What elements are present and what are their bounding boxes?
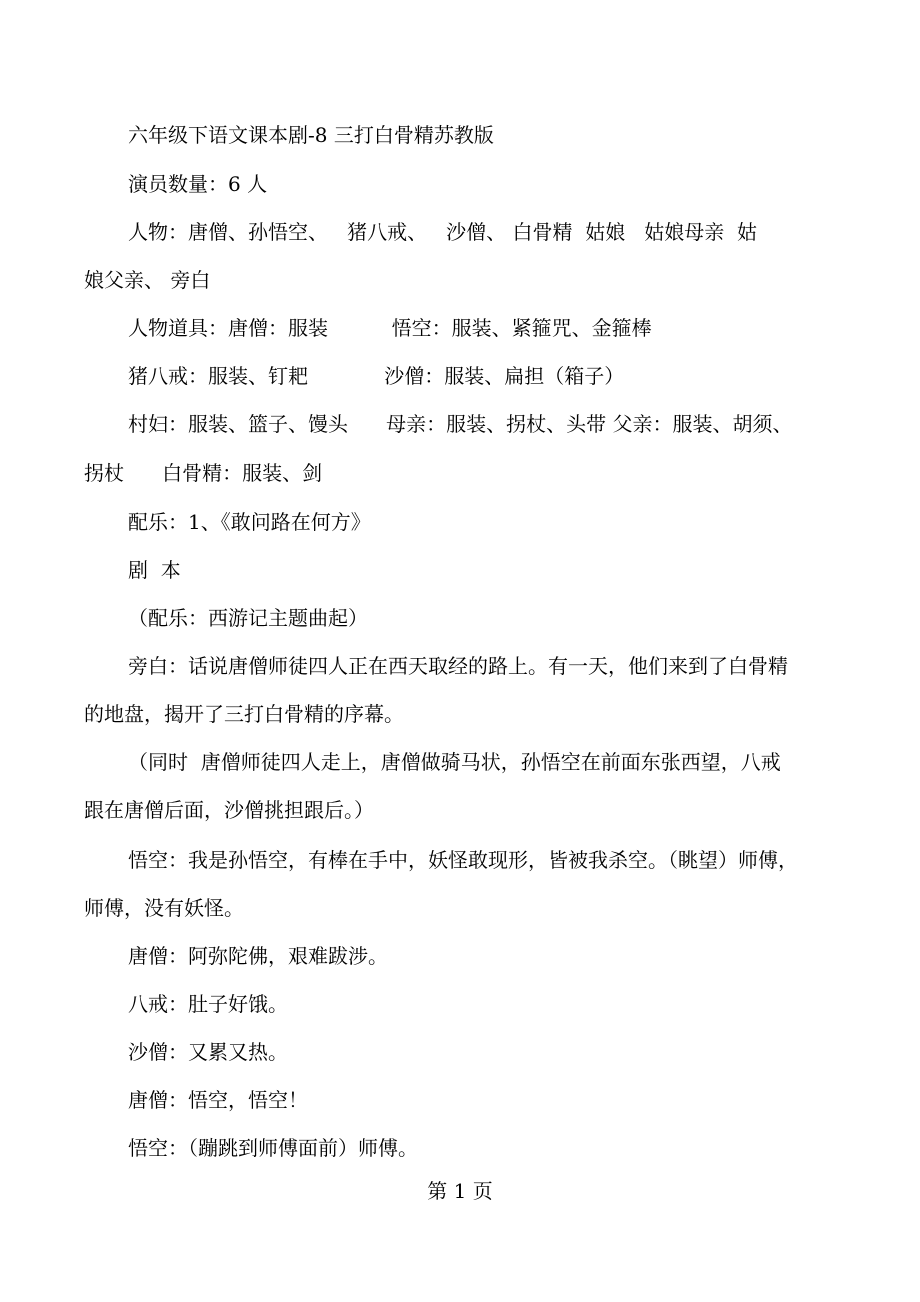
tangseng-line-2: 唐僧：悟空，悟空！ bbox=[128, 1088, 308, 1112]
shaseng-line: 沙僧：又累又热。 bbox=[128, 1040, 288, 1064]
wukong-line-1: 悟空：我是孙悟空，有棒在手中，妖怪敢现形，皆被我杀空。（眺望）师傅， bbox=[128, 848, 798, 872]
props-line-3: 村妇：服装、篮子、馒头 母亲：服装、拐杖、头带 父亲：服装、胡须、 bbox=[128, 412, 793, 436]
narrator-line-1: 旁白：话说唐僧师徒四人正在西天取经的路上。有一天，他们来到了白骨精 bbox=[128, 654, 788, 678]
bajie-line: 八戒：肚子好饿。 bbox=[128, 992, 288, 1016]
props-line-4: 拐杖 白骨精：服装、剑 bbox=[84, 461, 323, 485]
page-number: 第 1 页 bbox=[427, 1179, 493, 1203]
characters-line-1: 人物：唐僧、孙悟空、 猪八戒、 沙僧、 白骨精 姑娘 姑娘母亲 姑 bbox=[128, 220, 758, 244]
props-line-2: 猪八戒：服装、钉耙 沙僧：服装、扁担（箱子） bbox=[128, 364, 625, 388]
narrator-line-2: 的地盘，揭开了三打白骨精的序幕。 bbox=[84, 702, 404, 726]
tangseng-line-1: 唐僧：阿弥陀佛，艰难跋涉。 bbox=[128, 944, 388, 968]
actor-count: 演员数量：6 人 bbox=[128, 172, 268, 196]
wukong-line-2: 师傅，没有妖怪。 bbox=[84, 896, 244, 920]
script-heading: 剧 本 bbox=[128, 558, 181, 582]
props-line-1: 人物道具：唐僧：服装 悟空：服装、紧箍咒、金箍棒 bbox=[128, 316, 652, 340]
stage-direction-line-1: （同时 唐僧师徒四人走上，唐僧做骑马状，孙悟空在前面东张西望，八戒 bbox=[128, 750, 781, 774]
wukong-line-3: 悟空：（蹦跳到师傅面前）师傅。 bbox=[128, 1136, 418, 1160]
stage-music: （配乐：西游记主题曲起） bbox=[128, 606, 368, 630]
music-line: 配乐：1、《敢问路在何方》 bbox=[128, 510, 371, 534]
characters-line-2: 娘父亲、 旁白 bbox=[84, 268, 211, 292]
document-title: 六年级下语文课本剧-8 三打白骨精苏教版 bbox=[128, 123, 494, 147]
stage-direction-line-2: 跟在唐僧后面，沙僧挑担跟后。） bbox=[84, 798, 374, 822]
